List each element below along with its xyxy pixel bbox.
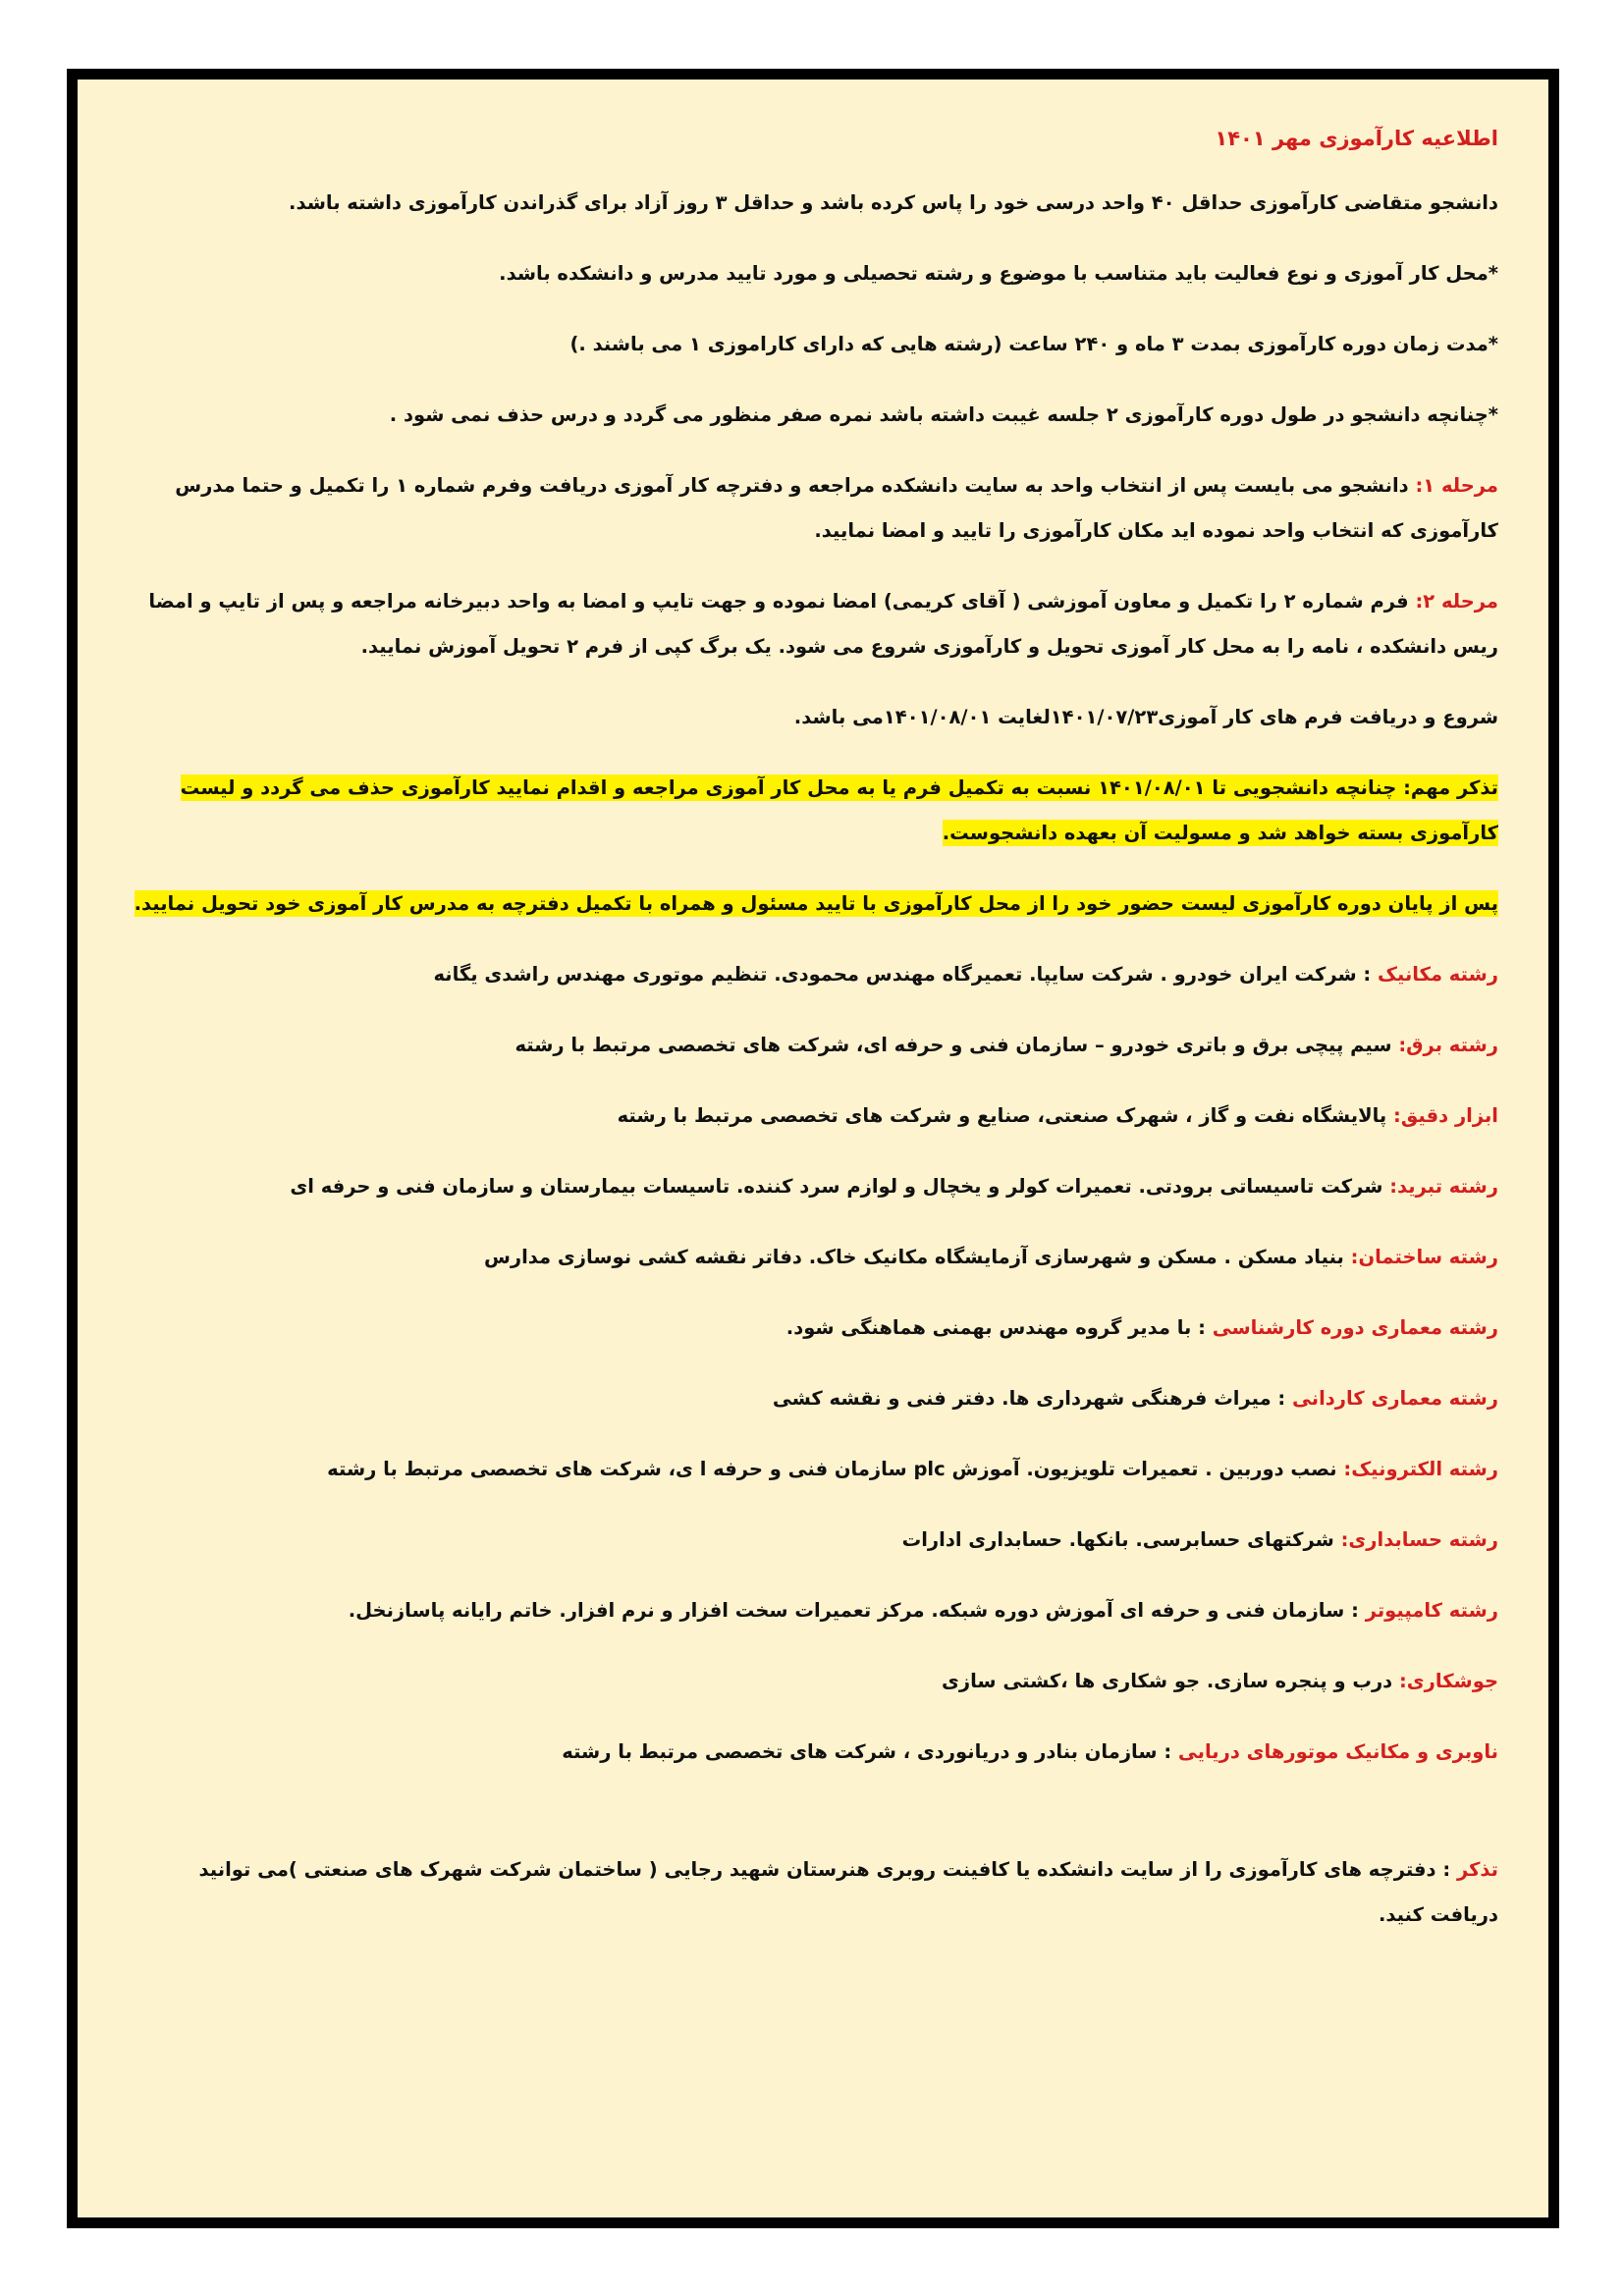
field-computer xyxy=(126,1588,1498,1633)
spacer xyxy=(126,1800,1498,1847)
rule-absence: *چنانچه دانشجو در طول دوره کارآموزی ۲ جلسه غیبت داشته باشد نمره صفر منظور می گردد و درس حذف نمی شود . xyxy=(389,403,1498,426)
rule-location: *محل کار آموزی و نوع فعالیت باید متناسب با موضوع و رشته تحصیلی و مورد تایید مدرس و دانشکده باشد. xyxy=(499,262,1498,285)
attendance-warning-text: پس از پایان دوره کارآموزی لیست حضور خود را از محل کارآموزی با تایید مسئول و همراه با تکمیل دفترچه به مدرس کار آموزی خود تحویل نمایید. xyxy=(134,892,1498,915)
field-welding xyxy=(126,1659,1498,1704)
step-1 xyxy=(126,463,1498,554)
closing-note-label: تذکر xyxy=(1456,1858,1498,1881)
attendance-warning xyxy=(126,881,1498,927)
field-label: رشته حسابداری: xyxy=(1340,1528,1498,1551)
field-label: رشته مکانیک xyxy=(1378,963,1498,986)
field-text: : سازمان بنادر و دریانوردی ، شرکت های تخصصی مرتبط با رشته xyxy=(562,1740,1178,1763)
page-title: اطلاعیه کارآموزی مهر ۱۴۰۱ xyxy=(1215,127,1498,150)
field-label: رشته معماری دوره کارشناسی xyxy=(1212,1316,1498,1339)
field-instrumentation xyxy=(126,1094,1498,1139)
important-warning-text: تذکر مهم: چنانچه دانشجویی تا ۱۴۰۱/۰۸/۰۱ نسبت به تکمیل فرم یا به محل کار آموزی مراجعه و اقدام نمایید کارآموزی حذف می گردد و لیست کارآموزی بسته خواهد شد و مسولیت آن بعهده دانشجوست. xyxy=(180,776,1498,844)
field-label: رشته ساختمان: xyxy=(1350,1246,1498,1268)
rule-duration: *مدت زمان دوره کارآموزی بمدت ۳ ماه و ۲۴۰ ساعت (رشته هایی که دارای کاراموزی ۱ می باشند .) xyxy=(569,333,1498,355)
announcement-content xyxy=(126,116,1498,1963)
important-warning xyxy=(126,766,1498,856)
step-1-text: دانشجو می بایست پس از انتخاب واحد به سایت دانشکده مراجعه و دفترچه کار آموزی دریافت وفرم شماره ۱ را تکمیل و حتما مدرس کارآموزی که انتخاب واحد نموده اید مکان کارآموزی را تایید و امضا نمایید. xyxy=(175,474,1498,542)
closing-note-text: : دفترچه های کارآموزی را از سایت دانشکده یا کافینت روبری هنرستان شهید رجایی ( ساختمان شرکت شهرک های صنعتی )می توانید دریافت کنید. xyxy=(198,1858,1498,1926)
field-label: ابزار دقیق: xyxy=(1393,1104,1498,1127)
field-text: : میراث فرهنگی شهرداری ها. دفتر فنی و نقشه کشی xyxy=(772,1387,1293,1410)
field-label: ناوبری و مکانیک موتورهای دریایی xyxy=(1177,1740,1498,1763)
field-text: : شرکت ایران خودرو . شرکت سایپا. تعمیرگاه مهندس محمودی. تنظیم موتوری مهندس راشدی یگانه xyxy=(433,963,1379,986)
field-text: نصب دوربین . تعمیرات تلویزیون. آموزش plc سازمان فنی و حرفه ا ی، شرکت های تخصصی مرتبط با رشته xyxy=(327,1458,1344,1480)
field-label: جوشکاری: xyxy=(1398,1670,1498,1692)
field-construction xyxy=(126,1235,1498,1280)
field-accounting xyxy=(126,1518,1498,1563)
field-electrical xyxy=(126,1023,1498,1068)
field-text: بنیاد مسکن . مسکن و شهرسازی آزمایشگاه مکانیک خاک. دفاتر نقشه کشی نوسازی مدارس xyxy=(483,1246,1351,1268)
field-architecture-associate xyxy=(126,1376,1498,1421)
field-mechanical xyxy=(126,952,1498,997)
field-label: رشته تبرید: xyxy=(1389,1175,1498,1198)
field-electronics xyxy=(126,1447,1498,1492)
field-label: رشته معماری کاردانی xyxy=(1292,1387,1498,1410)
step-1-label: مرحله ۱: xyxy=(1415,474,1498,497)
field-text: درب و پنجره سازی. جو شکاری ها ،کشتی سازی xyxy=(942,1670,1399,1692)
step-2-text: فرم شماره ۲ را تکمیل و معاون آموزشی ( آقای کریمی) امضا نموده و جهت تایپ و امضا به واحد دبیرخانه مراجعه و پس از تایپ و امضا ریس دانشکده ، نامه را به محل کار آموزی تحویل و کارآموزی شروع می شود. یک برگ کپی از فرم ۲ تحویل آموزش نمایید. xyxy=(148,590,1498,658)
field-text: : سازمان فنی و حرفه ای آموزش دوره شبکه. مرکز تعمیرات سخت افزار و نرم افزار. خاتم رایانه پاسازنخل. xyxy=(348,1599,1366,1622)
field-text: پالایشگاه نفت و گاز ، شهرک صنعتی، صنایع و شرکت های تخصصی مرتبط با رشته xyxy=(617,1104,1394,1127)
field-refrigeration xyxy=(126,1164,1498,1209)
field-label: رشته برق: xyxy=(1398,1034,1498,1056)
field-text: : با مدیر گروه مهندس بهمنی هماهنگی شود. xyxy=(785,1316,1213,1339)
intro-paragraph: دانشجو متقاضی کارآموزی حداقل ۴۰ واحد درسی خود را پاس کرده باشد و حداقل ۳ روز آزاد برای گذراندن کارآموزی داشته باشد. xyxy=(289,191,1498,214)
field-label: رشته الکترونیک: xyxy=(1343,1458,1498,1480)
field-text: شرکت تاسیساتی برودتی. تعمیرات کولر و یخچال و لوازم سرد کننده. تاسیسات بیمارستان و سازمان فنی و حرفه ای xyxy=(290,1175,1390,1198)
field-text: سیم پیچی برق و باتری خودرو – سازمان فنی و حرفه ای، شرکت های تخصصی مرتبط با رشته xyxy=(514,1034,1399,1056)
field-architecture-bsc xyxy=(126,1306,1498,1351)
field-marine xyxy=(126,1730,1498,1775)
step-2-label: مرحله ۲: xyxy=(1415,590,1498,613)
start-dates: شروع و دریافت فرم های کار آموزی۱۴۰۱/۰۷/۲۳لغایت ۱۴۰۱/۰۸/۰۱می باشد. xyxy=(793,706,1498,728)
step-2 xyxy=(126,579,1498,669)
field-label: رشته کامپیوتر xyxy=(1365,1599,1498,1622)
closing-note xyxy=(126,1847,1498,1938)
field-text: شرکتهای حسابرسی. بانکها. حسابداری ادارات xyxy=(901,1528,1341,1551)
